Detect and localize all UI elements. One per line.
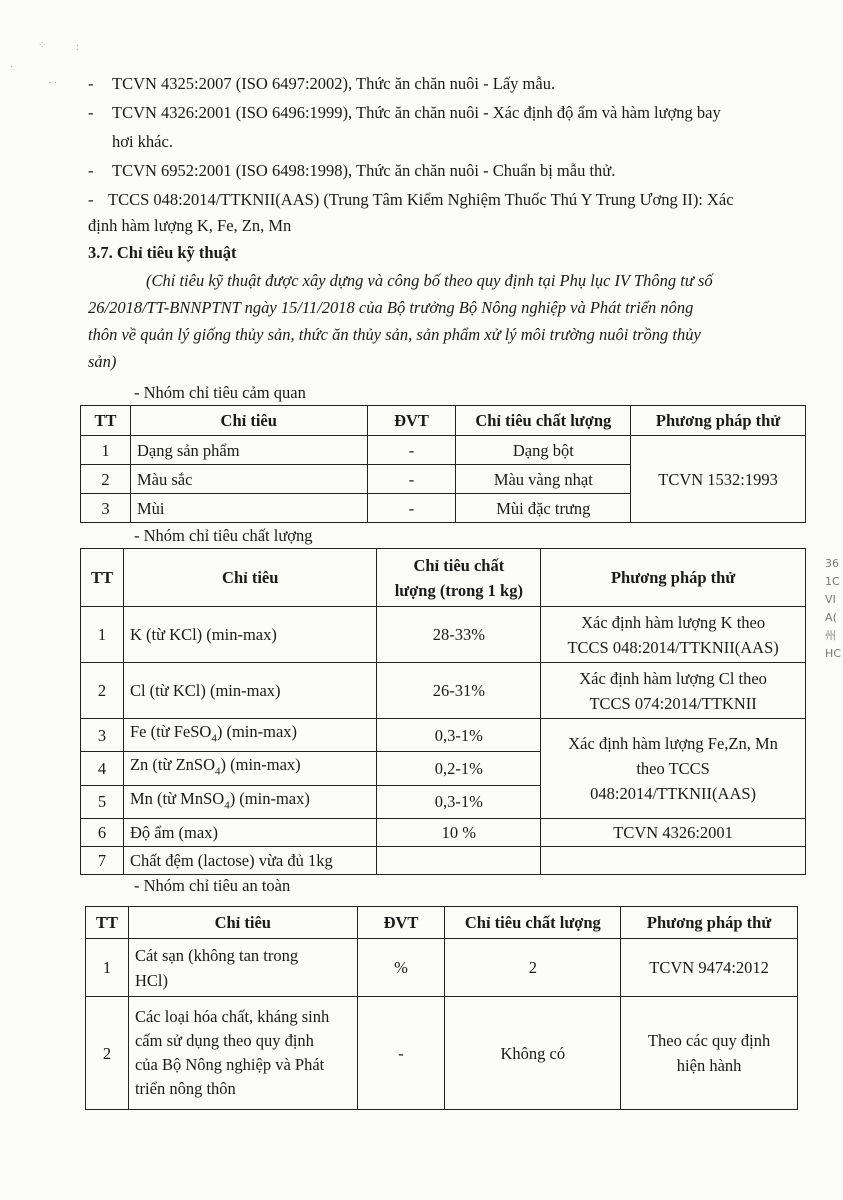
sensory-table [80,405,806,523]
header-cell: TT [81,549,124,607]
bleed-through-mark: 36 1C VI A( 州 HC [825,557,841,660]
row-number: 1 [81,607,124,663]
method-line: hiện hành [676,1056,742,1075]
reference-item: - TCVN 4325:2007 (ISO 6497:2002), Thức ăn chăn nuôi - Lấy mẫu. [88,74,556,93]
header-cell: Chỉ tiêu [128,907,357,939]
criterion-line: Cát sạn (không tan trong [134,945,299,965]
note-line: 26/2018/TT-BNNPTNT ngày 15/11/2018 của Bộ trưởng Bộ Nông nghiệp và Phát triển nông [88,298,694,317]
header-cell: Chỉ tiêu [123,549,377,607]
header-cell: Phương pháp thử [631,406,806,436]
row-number: 2 [81,465,131,494]
criterion-name: Zn (từ ZnSO$_4$) (min-max) [123,752,377,785]
criterion-name: K (từ KCl) (min-max) [123,607,377,663]
table-row [86,997,798,1110]
quality-value: 26-31% [377,663,541,719]
group-label-safety: - Nhóm chỉ tiêu an toàn [134,876,291,895]
header-line: lượng (trong 1 kg) [394,580,523,600]
quality-value: 2 [445,939,621,997]
reference-item: - TCVN 6952:2001 (ISO 6498:1998), Thức ăn chăn nuôi - Chuẩn bị mẫu thử. [88,161,616,180]
row-number: 5 [81,785,124,818]
scan-speck: · · [48,78,58,89]
table-row [81,818,806,846]
unit-cell: - [367,436,456,465]
note-line: thôn về quản lý giống thủy sản, thức ăn thủy sản, sản phẩm xử lý môi trường nuôi trồng thủy [88,325,701,344]
criterion-name [128,939,357,997]
scan-speck: · [10,62,14,73]
criterion-name: Chất đệm (lactose) vừa đủ 1kg [123,846,377,874]
reference-item: - TCCS 048:2014/TTKNII(AAS) (Trung Tâm Kiểm Nghiệm Thuốc Thú Y Trung Ương II): Xác [88,190,734,209]
header-cell [377,549,541,607]
unit-cell: - [367,494,456,523]
row-number: 1 [86,939,129,997]
criterion-name: Cl (từ KCl) (min-max) [123,663,377,719]
safety-table [85,906,798,1110]
header-cell: Phương pháp thử [621,907,798,939]
row-number: 3 [81,494,131,523]
criterion-name [128,997,357,1110]
header-cell: Chỉ tiêu chất lượng [456,406,631,436]
header-cell: TT [86,907,129,939]
table-header-row [86,907,798,939]
test-method [541,719,806,819]
table-row [81,719,806,752]
note-line: (Chỉ tiêu kỹ thuật được xây dựng và công bố theo quy định tại Phụ lục IV Thông tư số [146,271,713,290]
section-heading: 3.7. Chỉ tiêu kỹ thuật [88,243,237,262]
reference-item: - TCVN 4326:2001 (ISO 6496:1999), Thức ăn chăn nuôi - Xác định độ ẩm và hàm lượng bay [88,103,721,122]
criterion-name: Độ ẩm (max) [123,818,377,846]
method-line: TCCS 074:2014/TTKNII [589,693,757,713]
row-number: 6 [81,818,124,846]
criterion-name: Dạng sản phẩm [130,436,367,465]
method-line: theo TCCS [636,758,710,778]
quality-value: Không có [445,997,621,1110]
header-line: Chỉ tiêu chất [413,555,505,575]
table-row [81,846,806,874]
method-line: Xác định hàm lượng K theo [581,612,766,632]
row-number: 7 [81,846,124,874]
table-header-row [81,406,806,436]
quality-value: Màu vàng nhạt [456,465,631,494]
criterion-line: Các loại hóa chất, kháng sinh [134,1007,330,1026]
criterion-line: cấm sử dụng theo quy định [134,1031,314,1050]
unit-cell: % [357,939,445,997]
criterion-line: của Bộ Nông nghiệp và Phát [134,1055,325,1074]
test-method: TCVN 1532:1993 [631,436,806,523]
test-method: TCVN 9474:2012 [621,939,798,997]
test-method [541,846,806,874]
note-line: sản) [88,352,117,371]
scan-speck: ⁘ [38,40,47,51]
group-label-quality: - Nhóm chỉ tiêu chất lượng [134,526,313,545]
header-cell: ĐVT [367,406,456,436]
quality-value: 0,2-1% [377,752,541,785]
header-cell: Chỉ tiêu [130,406,367,436]
method-line: 048:2014/TTKNII(AAS) [590,783,757,803]
row-number: 3 [81,719,124,752]
quality-value: 0,3-1% [377,719,541,752]
quality-table [80,548,806,875]
criterion-name: Màu sắc [130,465,367,494]
row-number: 2 [86,997,129,1110]
row-number: 1 [81,436,131,465]
table-row [81,436,806,465]
group-label-sensory: - Nhóm chỉ tiêu cảm quan [134,383,306,402]
method-line: Xác định hàm lượng Fe,Zn, Mn [568,733,778,753]
test-method [621,997,798,1110]
header-cell: Chỉ tiêu chất lượng [445,907,621,939]
table-row [86,939,798,997]
criterion-line: triển nông thôn [134,1079,236,1098]
method-line: Theo các quy định [647,1031,771,1050]
criterion-name: Mùi [130,494,367,523]
quality-value: 10 % [377,818,541,846]
test-method [541,663,806,719]
header-cell: ĐVT [357,907,445,939]
unit-cell: - [357,997,445,1110]
scan-speck: : [76,42,79,53]
test-method [541,607,806,663]
reference-item-continuation: hơi khác. [112,132,173,151]
criterion-name: Fe (từ FeSO$_4$) (min-max) [123,719,377,752]
row-number: 2 [81,663,124,719]
quality-value [377,846,541,874]
criterion-line: HCl) [134,970,168,990]
quality-value: Dạng bột [456,436,631,465]
method-line: Xác định hàm lượng Cl theo [579,668,767,688]
row-number: 4 [81,752,124,785]
table-row [81,663,806,719]
header-cell: Phương pháp thử [541,549,806,607]
test-method: TCVN 4326:2001 [541,818,806,846]
quality-value: 0,3-1% [377,785,541,818]
method-line: TCCS 048:2014/TTKNII(AAS) [567,637,779,657]
criterion-name: Mn (từ MnSO$_4$) (min-max) [123,785,377,818]
quality-value: Mùi đặc trưng [456,494,631,523]
table-row [81,607,806,663]
table-header-row [81,549,806,607]
header-cell: TT [81,406,131,436]
unit-cell: - [367,465,456,494]
quality-value: 28-33% [377,607,541,663]
reference-item-continuation: định hàm lượng K, Fe, Zn, Mn [88,216,292,235]
